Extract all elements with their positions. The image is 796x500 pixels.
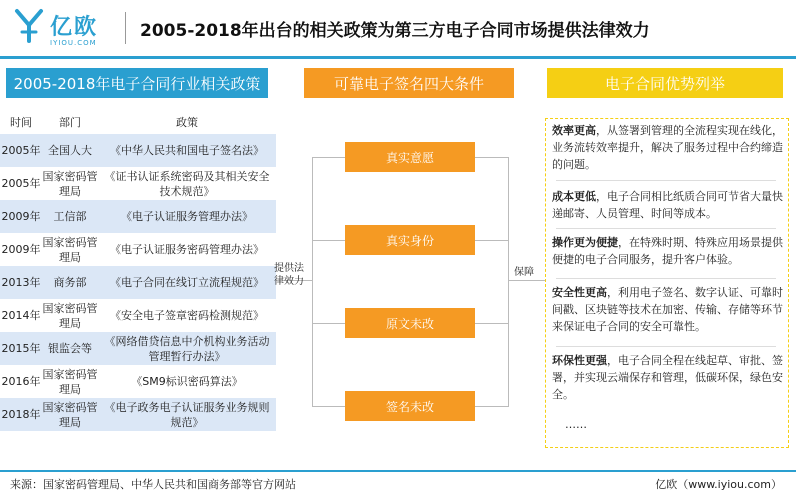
table-row	[0, 299, 276, 332]
divider	[556, 346, 776, 347]
cell-year: 2009年	[0, 233, 42, 266]
table-row	[0, 398, 276, 431]
cell-policy: 《证书认证系统密码及其相关安全技术规范》	[98, 167, 276, 200]
cell-policy: 《网络借贷信息中介机构业务活动管理暂行办法》	[98, 332, 276, 365]
cell-year: 2009年	[0, 200, 42, 233]
table-row	[0, 233, 276, 266]
cell-dept: 银监会等	[42, 332, 98, 365]
connector-right-stub	[508, 280, 545, 281]
advantage-text: ，电子合同相比纸质合同可节省大量快递邮寄、人员管理、时间等成本。	[552, 190, 783, 220]
advantage-title: 效率更高	[552, 124, 596, 137]
divider	[556, 228, 776, 229]
advantage-text: ，利用电子签名、数字认证、可靠时间戳、区块链等技术在加密、传输、存储等环节来保证电子合同的安全可靠性。	[552, 286, 783, 333]
advantage-title: 操作更为便捷	[552, 236, 618, 249]
cell-policy: 《SM9标识密码算法》	[98, 365, 276, 398]
cell-year: 2015年	[0, 332, 42, 365]
column-header-year: 时间	[0, 110, 42, 134]
cell-policy: 《电子认证服务密码管理办法》	[98, 233, 276, 266]
cell-dept: 全国人大	[42, 134, 98, 167]
cell-dept: 国家密码管理局	[42, 299, 98, 332]
condition-signature-unchanged: 签名未改	[345, 391, 475, 421]
connector-right-vertical	[508, 157, 509, 407]
cell-policy: 《电子认证服务管理办法》	[98, 200, 276, 233]
table-row	[0, 365, 276, 398]
cell-year: 2013年	[0, 266, 42, 299]
cell-policy: 《安全电子签章密码检测规范》	[98, 299, 276, 332]
table-row	[0, 200, 276, 233]
cell-dept: 国家密码管理局	[42, 167, 98, 200]
advantage-title: 成本更低	[552, 190, 596, 203]
advantage-item	[552, 234, 788, 268]
footer-site: 亿欧（www.iyiou.com）	[655, 478, 782, 491]
advantages-ellipsis: ……	[565, 418, 587, 431]
logo-icon	[14, 8, 44, 44]
table-row	[0, 167, 276, 200]
advantages-section-title: 电子合同优势列举	[547, 68, 783, 98]
policy-section-title: 2005-2018年电子合同行业相关政策	[6, 68, 268, 98]
advantage-item	[552, 352, 788, 403]
column-header-dept: 部门	[42, 110, 98, 134]
cell-year: 2005年	[0, 167, 42, 200]
cell-year: 2014年	[0, 299, 42, 332]
advantage-text: ，从签署到管理的全流程实现在线化，业务流转效率提升，解决了服务过程中合约缔造的问题。	[552, 124, 783, 171]
divider	[556, 278, 776, 279]
advantage-title: 环保性更强	[552, 354, 607, 367]
logo	[14, 6, 124, 52]
cell-year: 2018年	[0, 398, 42, 431]
cell-dept: 国家密码管理局	[42, 365, 98, 398]
column-header-policy: 政策	[98, 110, 276, 134]
logo-text: 亿欧	[50, 15, 99, 40]
policy-table	[0, 110, 276, 431]
cell-dept: 国家密码管理局	[42, 398, 98, 431]
logo-subtext: IYIOU.COM	[50, 39, 97, 47]
cell-dept: 国家密码管理局	[42, 233, 98, 266]
header	[0, 0, 796, 58]
footer-source: 来源：国家密码管理局、中华人民共和国商务部等官方网站	[10, 478, 296, 491]
advantage-text: ，电子合同全程在线起草、审批、签署，并实现云端保存和管理，低碳环保，绿色安全。	[552, 354, 783, 401]
cell-policy: 《中华人民共和国电子签名法》	[98, 134, 276, 167]
cell-dept: 工信部	[42, 200, 98, 233]
conditions-section-title: 可靠电子签名四大条件	[304, 68, 514, 98]
footer-rule	[0, 470, 796, 472]
cell-year: 2005年	[0, 134, 42, 167]
guarantee-label: 保障	[514, 267, 534, 278]
condition-true-identity: 真实身份	[345, 225, 475, 255]
advantage-item	[552, 188, 788, 222]
cell-policy: 《电子政务电子认证服务业务规则规范》	[98, 398, 276, 431]
divider	[556, 180, 776, 181]
advantage-title: 安全性更高	[552, 286, 607, 299]
header-divider	[125, 12, 126, 44]
cell-policy: 《电子合同在线订立流程规范》	[98, 266, 276, 299]
table-header-row	[0, 110, 276, 134]
advantage-text: ，在特殊时期、特殊应用场景提供便捷的电子合同服务，提升客户体验。	[552, 236, 783, 266]
advantage-item	[552, 284, 788, 335]
page-title: 2005-2018年出台的相关政策为第三方电子合同市场提供法律效力	[140, 21, 650, 41]
cell-year: 2016年	[0, 365, 42, 398]
table-row	[0, 332, 276, 365]
table-row	[0, 266, 276, 299]
advantage-item	[552, 122, 788, 173]
table-row	[0, 134, 276, 167]
condition-text-unchanged: 原文未改	[345, 308, 475, 338]
cell-dept: 商务部	[42, 266, 98, 299]
legal-effect-label: 提供法律效力	[274, 263, 304, 287]
header-rule	[0, 56, 796, 59]
connector-left-vertical	[312, 157, 313, 407]
condition-true-intent: 真实意愿	[345, 142, 475, 172]
